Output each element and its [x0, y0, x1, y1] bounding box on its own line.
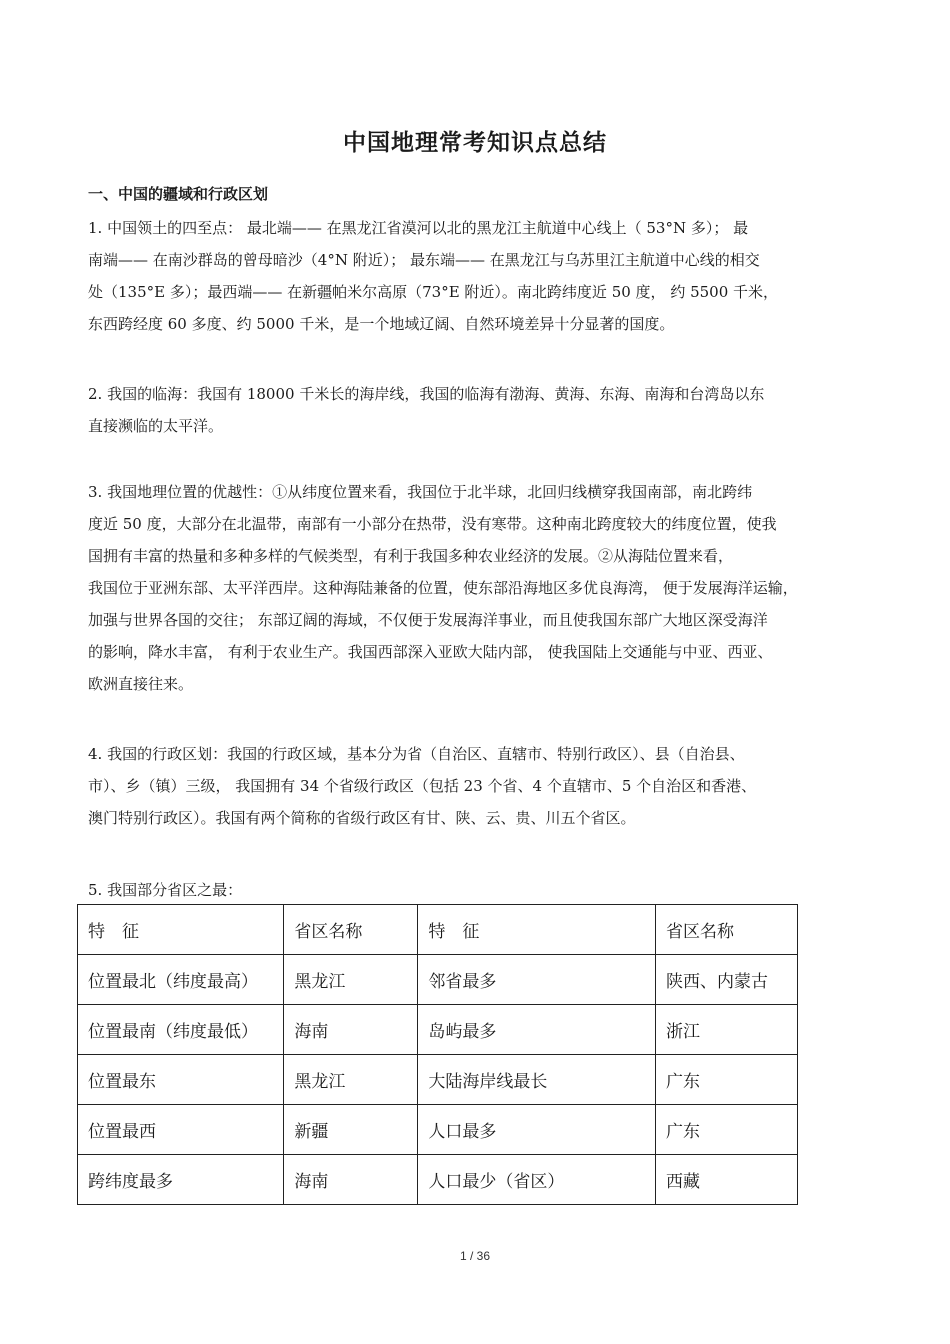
- table-cell: 位置最西: [78, 1105, 284, 1155]
- province-records-table: [77, 904, 798, 1205]
- table-cell: 浙江: [655, 1005, 797, 1055]
- table-cell: 人口最多: [418, 1105, 656, 1155]
- table-cell: 人口最少（省区）: [418, 1155, 656, 1205]
- paragraph-4: [88, 738, 868, 834]
- table-cell: 广东: [655, 1105, 797, 1155]
- paragraph-line: 南端—— 在南沙群岛的曾母暗沙（4°N 附近）； 最东端—— 在黑龙江与乌苏里江主航道中心线的相交: [88, 251, 760, 269]
- paragraph-line: 加强与世界各国的交往； 东部辽阔的海域，不仅便于发展海洋事业，而且使我国东部广大地区深受海洋: [88, 611, 768, 629]
- table-row: [78, 1155, 798, 1205]
- header-cell: 特 征: [78, 905, 284, 955]
- header-cell: 省区名称: [655, 905, 797, 955]
- paragraph-line: 4. 我国的行政区划：我国的行政区域，基本分为省（自治区、直辖市、特别行政区）、县（自治县、: [88, 745, 745, 763]
- table-cell: 岛屿最多: [418, 1005, 656, 1055]
- paragraph-line: 2. 我国的临海：我国有 18000 千米长的海岸线，我国的临海有渤海、黄海、东海、南海和台湾岛以东: [88, 385, 765, 403]
- paragraph-line: 国拥有丰富的热量和多种多样的气候类型，有利于我国多种农业经济的发展。②从海陆位置来看，: [88, 547, 734, 565]
- table-cell: 位置最东: [78, 1055, 284, 1105]
- paragraph-3: [88, 476, 868, 700]
- paragraph-2: [88, 378, 868, 442]
- table-cell: 陕西、内蒙古: [655, 955, 797, 1005]
- table-cell: 位置最南（纬度最低）: [78, 1005, 284, 1055]
- table-row: [78, 1055, 798, 1105]
- paragraph-line: 3. 我国地理位置的优越性：①从纬度位置来看，我国位于北半球，北回归线横穿我国南部，南北跨纬: [88, 483, 753, 501]
- table-cell: 位置最北（纬度最高）: [78, 955, 284, 1005]
- table-row: [78, 955, 798, 1005]
- table-cell: 西藏: [655, 1155, 797, 1205]
- table-cell: 海南: [284, 1155, 418, 1205]
- header-cell: 省区名称: [284, 905, 418, 955]
- page-title: 中国地理常考知识点总结: [343, 130, 607, 156]
- table-row: [78, 1005, 798, 1055]
- table-cell: 黑龙江: [284, 955, 418, 1005]
- paragraph-1: [88, 212, 868, 340]
- paragraph-line: 1. 中国领土的四至点： 最北端—— 在黑龙江省漠河以北的黑龙江主航道中心线上（ 53°N 多）； 最: [88, 219, 749, 237]
- table-caption: 5. 我国部分省区之最：: [88, 881, 243, 899]
- table-cell: 大陆海岸线最长: [418, 1055, 656, 1105]
- table-cell: 新疆: [284, 1105, 418, 1155]
- table-cell: 邻省最多: [418, 955, 656, 1005]
- paragraph-line: 度近 50 度，大部分在北温带，南部有一小部分在热带，没有寒带。这种南北跨度较大的纬度位置，使我: [88, 515, 777, 533]
- paragraph-line: 我国位于亚洲东部、太平洋西岸。这种海陆兼备的位置，使东部沿海地区多优良海湾， 便于发展海洋运输，: [88, 579, 798, 597]
- paragraph-line: 澳门特别行政区）。我国有两个简称的省级行政区有甘、陕、云、贵、川五个省区。: [88, 809, 636, 827]
- paragraph-line: 直接濒临的太平洋。: [88, 417, 224, 435]
- table-cell: 黑龙江: [284, 1055, 418, 1105]
- table-cell: 广东: [655, 1055, 797, 1105]
- paragraph-line: 处（135°E 多）；最西端—— 在新疆帕米尔高原（73°E 附近）。南北跨纬度近 50 度， 约 5500 千米，: [88, 283, 779, 301]
- table-row: [78, 1105, 798, 1155]
- table-header-row: [78, 905, 798, 955]
- paragraph-line: 欧洲直接往来。: [88, 675, 194, 693]
- section-heading: 一、中国的疆域和行政区划: [88, 185, 269, 203]
- paragraph-line: 市）、乡（镇）三级， 我国拥有 34 个省级行政区（包括 23 个省、4 个直辖市、5 个自治区和香港、: [88, 777, 757, 795]
- table-cell: 跨纬度最多: [78, 1155, 284, 1205]
- page-number: 1 / 36: [459, 1249, 491, 1263]
- table-cell: 海南: [284, 1005, 418, 1055]
- header-cell: 特 征: [418, 905, 656, 955]
- paragraph-line: 的影响，降水丰富， 有利于农业生产。我国西部深入亚欧大陆内部， 使我国陆上交通能与中亚、西亚、: [88, 643, 773, 661]
- paragraph-line: 东西跨经度 60 多度、约 5000 千米，是一个地域辽阔、自然环境差异十分显著的国度。: [88, 315, 675, 333]
